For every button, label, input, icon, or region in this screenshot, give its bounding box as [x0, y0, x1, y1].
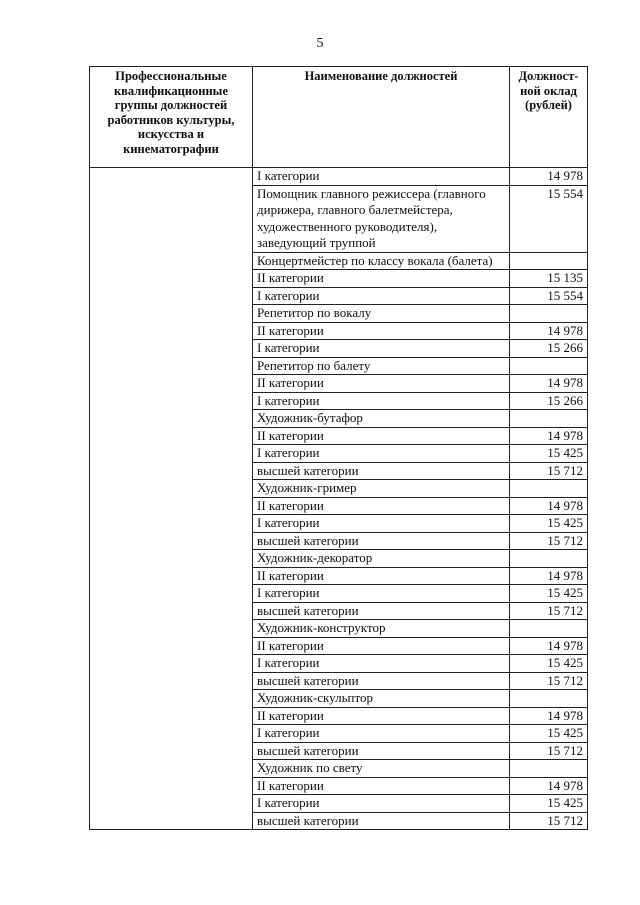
position-name-cell: высшей категории — [253, 672, 510, 690]
position-name-cell: Концертмейстер по классу вокала (балета) — [253, 252, 510, 270]
table-body — [90, 168, 588, 830]
salary-cell: 15 712 — [510, 812, 588, 830]
salary-cell — [510, 410, 588, 428]
position-name-cell: Художник-бутафор — [253, 410, 510, 428]
position-name-cell: Репетитор по вокалу — [253, 305, 510, 323]
salary-cell: 14 978 — [510, 427, 588, 445]
salary-cell — [510, 550, 588, 568]
position-name-cell: высшей категории — [253, 602, 510, 620]
salary-cell: 15 135 — [510, 270, 588, 288]
position-name-cell: II категории — [253, 497, 510, 515]
salary-cell: 15 266 — [510, 340, 588, 358]
position-name-cell: II категории — [253, 637, 510, 655]
salary-cell — [510, 690, 588, 708]
position-name-cell: Репетитор по балету — [253, 357, 510, 375]
header-salary: Должност-ной оклад (рублей) — [510, 67, 588, 168]
salary-cell: 15 554 — [510, 287, 588, 305]
salary-cell: 14 978 — [510, 375, 588, 393]
salary-cell: 15 712 — [510, 532, 588, 550]
position-name-cell: I категории — [253, 585, 510, 603]
page-number: 5 — [316, 36, 324, 51]
salary-cell: 14 978 — [510, 707, 588, 725]
table-header-row — [90, 67, 588, 168]
position-name-cell: I категории — [253, 168, 510, 186]
position-name-cell: I категории — [253, 392, 510, 410]
position-name-cell: высшей категории — [253, 812, 510, 830]
salary-cell: 15 425 — [510, 795, 588, 813]
position-name-cell: II категории — [253, 707, 510, 725]
salary-cell — [510, 305, 588, 323]
header-position-name: Наименование должностей — [253, 67, 510, 168]
position-name-cell: I категории — [253, 515, 510, 533]
salary-cell: 15 712 — [510, 602, 588, 620]
salary-cell: 15 554 — [510, 185, 588, 252]
position-name-cell: II категории — [253, 375, 510, 393]
position-name-cell: высшей категории — [253, 462, 510, 480]
salary-cell: 15 425 — [510, 585, 588, 603]
position-name-cell: I категории — [253, 795, 510, 813]
salary-cell: 14 978 — [510, 777, 588, 795]
salary-cell: 15 712 — [510, 672, 588, 690]
position-name-cell: II категории — [253, 567, 510, 585]
table-row — [90, 168, 588, 186]
position-name-cell: Художник по свету — [253, 760, 510, 778]
salary-cell: 15 425 — [510, 655, 588, 673]
position-name-cell: I категории — [253, 287, 510, 305]
position-name-cell: Художник-скульптор — [253, 690, 510, 708]
salary-cell — [510, 480, 588, 498]
salary-cell: 15 266 — [510, 392, 588, 410]
qualification-group-cell — [90, 168, 253, 830]
salary-cell: 15 425 — [510, 445, 588, 463]
salary-cell — [510, 252, 588, 270]
salary-cell: 14 978 — [510, 637, 588, 655]
position-name-cell: Помощник главного режиссера (главного дирижера, главного балетмейстера, художественного руководителя), заведующий труппой — [253, 185, 510, 252]
salary-cell: 14 978 — [510, 497, 588, 515]
position-name-cell: II категории — [253, 427, 510, 445]
salary-cell: 14 978 — [510, 322, 588, 340]
position-name-cell: I категории — [253, 655, 510, 673]
salary-cell — [510, 760, 588, 778]
header-qualification-group: Профессиональные квалификационные группы должностей работников культуры, искусства и кинематографии — [90, 67, 253, 168]
position-name-cell: Художник-гример — [253, 480, 510, 498]
position-name-cell: высшей категории — [253, 532, 510, 550]
salary-cell — [510, 357, 588, 375]
position-name-cell: Художник-конструктор — [253, 620, 510, 638]
position-name-cell: II категории — [253, 777, 510, 795]
position-name-cell: I категории — [253, 725, 510, 743]
salary-cell: 14 978 — [510, 567, 588, 585]
position-name-cell: высшей категории — [253, 742, 510, 760]
salary-cell: 15 712 — [510, 742, 588, 760]
position-name-cell: I категории — [253, 445, 510, 463]
salary-cell: 15 712 — [510, 462, 588, 480]
position-name-cell: II категории — [253, 270, 510, 288]
salary-cell: 15 425 — [510, 515, 588, 533]
salary-cell — [510, 620, 588, 638]
position-name-cell: I категории — [253, 340, 510, 358]
salary-table — [89, 66, 588, 830]
position-name-cell: II категории — [253, 322, 510, 340]
position-name-cell: Художник-декоратор — [253, 550, 510, 568]
salary-cell: 15 425 — [510, 725, 588, 743]
salary-cell: 14 978 — [510, 168, 588, 186]
